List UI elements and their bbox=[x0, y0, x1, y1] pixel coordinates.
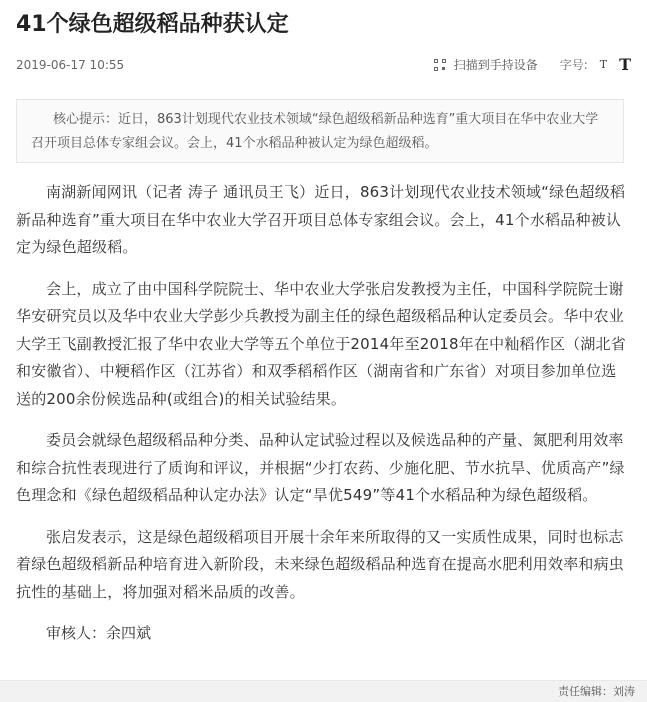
summary-label: 核心提示： bbox=[53, 112, 119, 127]
scan-to-device-link[interactable]: 扫描到手持设备 bbox=[453, 58, 538, 72]
font-large-button[interactable]: T bbox=[619, 55, 631, 74]
publish-datetime: 2019-06-17 10:55 bbox=[16, 58, 125, 72]
paragraph-1: 南湖新闻网讯（记者 涛子 通讯员王飞）近日，863计划现代农业技术领域“绿色超级稻新品种选育”重大项目在华中农业大学召开项目总体专家组会议。会上，41个水稻品种被认定为绿色超级稻。 bbox=[16, 183, 626, 256]
article-title: 41个绿色超级稻品种获认定 bbox=[16, 12, 289, 37]
paragraph-2: 会上，成立了由中国科学院院士、华中农业大学张启发教授为主任，中国科学院院士谢华安研究员以及华中农业大学彭少兵教授为副主任的绿色超级稻品种认定委员会。华中农业大学王飞副教授汇报了华中农业大学等五个单位于2014年至2018年在中籼稻作区（湖北省和安徽省）、中粳稻作区（江苏省）和双季稻稻作区（湖南省和广东省）对项目参加单位选送的200余份候选品种(或组合)的相关试验结果。 bbox=[16, 279, 626, 408]
font-size-label: 字号: bbox=[559, 58, 588, 72]
reviewer-line: 审核人：余四斌 bbox=[46, 624, 152, 642]
editor-footer bbox=[0, 680, 647, 702]
font-small-button[interactable]: T bbox=[599, 58, 608, 71]
article-tools bbox=[434, 53, 631, 77]
qr-code-icon[interactable] bbox=[434, 59, 446, 71]
paragraph-4: 张启发表示，这是绿色超级稻项目开展十余年来所取得的又一实质性成果，同时也标志着绿色超级稻新品种培育进入新阶段，未来绿色超级稻品种选育在提高水肥利用效率和病虫抗性的基础上，将加强对稻米品质的改善。 bbox=[16, 527, 625, 601]
summary-text: 近日，863计划现代农业技术领域“绿色超级稻新品种选育”重大项目在华中农业大学召开项目总体专家组会议。会上，41个水稻品种被认定为绿色超级稻。 bbox=[31, 112, 599, 151]
article-meta bbox=[16, 53, 631, 77]
responsible-editor: 责任编辑：刘涛 bbox=[558, 685, 635, 698]
summary-box bbox=[16, 99, 624, 163]
article-body bbox=[16, 179, 631, 647]
paragraph-3: 委员会就绿色超级稻品种分类、品种认定试验过程以及候选品种的产量、氮肥利用效率和综合抗性表现进行了质询和评议，并根据“少打农药、少施化肥、节水抗旱、优质高产”绿色理念和《绿色超级稻品种认定办法》认定“旱优549”等41个水稻品种为绿色超级稻。 bbox=[16, 431, 625, 504]
